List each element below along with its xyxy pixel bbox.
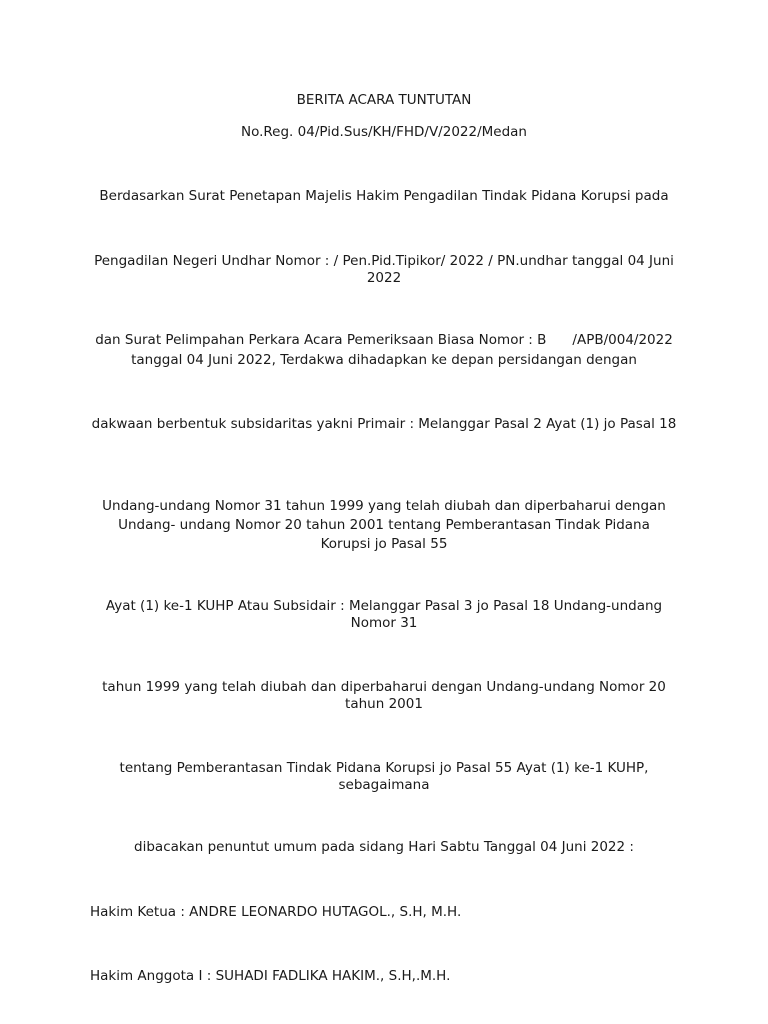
paragraph-pengadilan: Pengadilan Negeri Undhar Nomor : / Pen.Pid.Tipikor/ 2022 / PN.undhar tanggal 04 Juni 2022 [94,253,674,286]
paragraph-pemberantasan: tentang Pemberantasan Tindak Pidana Korupsi jo Pasal 55 Ayat (1) ke-1 KUHP, sebagaimana [119,760,649,793]
paragraph-undang-undang: Undang-undang Nomor 31 tahun 1999 yang telah diubah dan diperbaharui dengan Undang- undang Nomor 20 tahun 2001 tentang Pemberantasan Tindak Pidana Korupsi jo Pasal 55 [102,498,666,552]
hakim-anggota-1: Hakim Anggota I : SUHADI FADLIKA HAKIM., S.H,.M.H. [90,968,451,984]
paragraph-penetapan: Berdasarkan Surat Penetapan Majelis Hakim Pengadilan Tindak Pidana Korupsi pada [99,188,669,204]
paragraph-pelimpahan [70,332,698,349]
paragraph-subsidair: Ayat (1) ke-1 KUHP Atau Subsidair : Melanggar Pasal 3 jo Pasal 18 Undang-undang Nomor 31 [105,598,663,631]
paragraph-tahun-1999: tahun 1999 yang telah diubah dan diperbaharui dengan Undang-undang Nomor 20 tahun 2001 [102,679,666,712]
registration-number: No.Reg. 04/Pid.Sus/KH/FHD/V/2022/Medan [241,124,527,140]
paragraph-dibacakan: dibacakan penuntut umum pada sidang Hari Sabtu Tanggal 04 Juni 2022 : [134,839,634,855]
pelimpahan-text-part1: dan Surat Pelimpahan Perkara Acara Pemeriksaan Biasa Nomor : B [95,332,547,348]
paragraph-dakwaan: dakwaan berbentuk subsidaritas yakni Primair : Melanggar Pasal 2 Ayat (1) jo Pasal 18 [91,416,677,432]
document-title: BERITA ACARA TUNTUTAN [296,92,472,108]
hakim-ketua: Hakim Ketua : ANDRE LEONARDO HUTAGOL., S.H, M.H. [90,904,462,920]
pelimpahan-text-part2: /APB/004/2022 [572,332,673,348]
paragraph-tanggal-terdakwa: tanggal 04 Juni 2022, Terdakwa dihadapkan ke depan persidangan dengan [131,352,637,368]
